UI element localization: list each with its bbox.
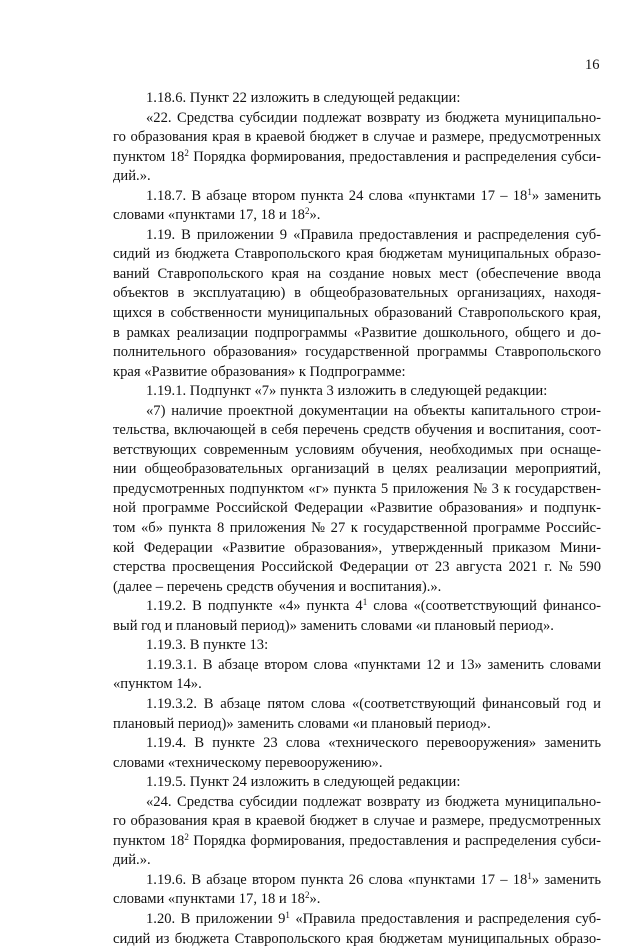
superscript: 2 — [184, 831, 189, 842]
paragraph-line: тельства, включающей в себя перечень средств обучения и воспитания, соот- — [113, 422, 601, 439]
superscript: 2 — [304, 206, 310, 217]
paragraph-line: стерства просвещения Российской Федерации от 23 августа 2021 г. № 590 — [113, 559, 601, 576]
superscript: 1 — [362, 597, 368, 608]
paragraph-line: го образования края в краевой бюджет в случае и размере, предусмотренных — [113, 129, 601, 146]
paragraph-line: 1.19.2. В подпункте «4» пункта $4^1$ слова «(соответствующий финансо- — [146, 597, 601, 615]
paragraph-line: «7) наличие проектной документации на объекты капитального строи- — [146, 402, 601, 419]
paragraph-line: 1.19.4. В пункте 23 слова «технического перевооружения» заменить — [146, 735, 601, 752]
paragraph-line: 1.19.5. Пункт 24 изложить в следующей редакции: — [146, 774, 461, 791]
paragraph-line: го образования края в краевой бюджет в случае и размере, предусмотренных — [113, 813, 601, 830]
paragraph-line: в рамках реализации подпрограммы «Развитие дошкольного, общего и до- — [113, 324, 601, 341]
paragraph-line: предусмотренных подпунктом «г» пункта 5 приложения № 3 к государствен- — [113, 480, 601, 497]
paragraph-line: 1.18.6. Пункт 22 изложить в следующей редакции: — [146, 90, 461, 106]
paragraph-line: 1.19. В приложении 9 «Правила предоставления и распределения суб- — [146, 226, 601, 243]
paragraph-line: «22. Средства субсидии подлежат возврату из бюджета муниципально- — [146, 109, 601, 126]
paragraph-line: 1.19.3. В пункте 13: — [146, 637, 269, 654]
paragraph-line: нии общеобразовательных организаций в целях реализации мероприятий, — [113, 461, 601, 478]
paragraph-line: сидий из бюджета Ставропольского края бюджетам муниципальных образо- — [113, 930, 601, 947]
paragraph-line: словами «пунктами 17, 18 и $18^2$». — [113, 890, 321, 908]
paragraph-line: полнительного образования» государственной программы Ставропольского — [113, 344, 601, 361]
paragraph-line: ветствующих современным условиям обучения, необходимых при оснаще- — [113, 441, 601, 458]
paragraph-line: «пунктом 14». — [113, 676, 202, 693]
paragraph-line: щихся в собственности муниципальных образований Ставропольского края, — [113, 305, 601, 322]
paragraph-line: ной программе Российской Федерации «Развитие образования» и подпунк- — [113, 500, 601, 517]
paragraph-line: вый год и плановый период)» заменить словами «и плановый период». — [113, 617, 554, 634]
paragraph-line: плановый период)» заменить словами «и плановый период». — [113, 715, 491, 732]
paragraph-line: 1.19.1. Подпункт «7» пункта 3 изложить в следующей редакции: — [146, 383, 548, 400]
superscript: 1 — [527, 186, 532, 197]
document-body — [113, 89, 601, 949]
paragraph-line: сидий из бюджета Ставропольского края бюджетам муниципальных образо- — [113, 246, 601, 263]
paragraph-line: 1.19.6. В абзаце втором пункта 26 слова «пунктами $17 - 18^1$» заменить — [146, 870, 601, 888]
paragraph-line: пунктом $18^2$ Порядка формирования, предоставления и распределения субси- — [113, 147, 601, 165]
superscript: 2 — [184, 147, 189, 158]
paragraph-line: 1.19.3.1. В абзаце втором слова «пунктами 12 и 13» заменить словами — [146, 656, 601, 673]
paragraph-line: пунктом $18^2$ Порядка формирования, предоставления и распределения субси- — [113, 831, 601, 849]
superscript: 1 — [285, 909, 290, 920]
paragraph-line: 1.18.7. В абзаце втором пункта 24 слова «пунктами $17 - 18^1$» заменить — [146, 186, 601, 204]
paragraph-line: «24. Средства субсидии подлежат возврату из бюджета муниципально- — [146, 793, 601, 810]
paragraph-line: словами «техническому перевооружению». — [113, 754, 383, 771]
paragraph-line: дий.». — [113, 168, 151, 185]
paragraph-line: края «Развитие образования» к Подпрограмме: — [113, 363, 406, 380]
paragraph-line: кой Федерации «Развитие образования», утвержденный приказом Мини- — [113, 539, 601, 556]
paragraph-line: том «б» пункта 8 приложения № 27 к государственной программе Российс- — [113, 520, 601, 537]
superscript: 1 — [527, 870, 532, 881]
paragraph-line: словами «пунктами 17, 18 и $18^2$». — [113, 206, 321, 224]
page-number: 16 — [585, 57, 600, 73]
paragraph-line: ваний Ставропольского края на создание новых мест (обеспечение ввода — [113, 265, 601, 282]
paragraph-line: объектов в эксплуатацию) в общеобразовательных организациях, находя- — [113, 285, 601, 302]
paragraph-line: дий.». — [113, 852, 151, 869]
paragraph-line: 1.20. В приложении $9^1$ «Правила предоставления и распределения суб- — [146, 909, 601, 927]
superscript: 2 — [304, 890, 310, 901]
paragraph-line: (далее – перечень средств обучения и воспитания).». — [113, 578, 442, 595]
paragraph-line: 1.19.3.2. В абзаце пятом слова «(соответствующий финансовый год и — [146, 695, 601, 712]
